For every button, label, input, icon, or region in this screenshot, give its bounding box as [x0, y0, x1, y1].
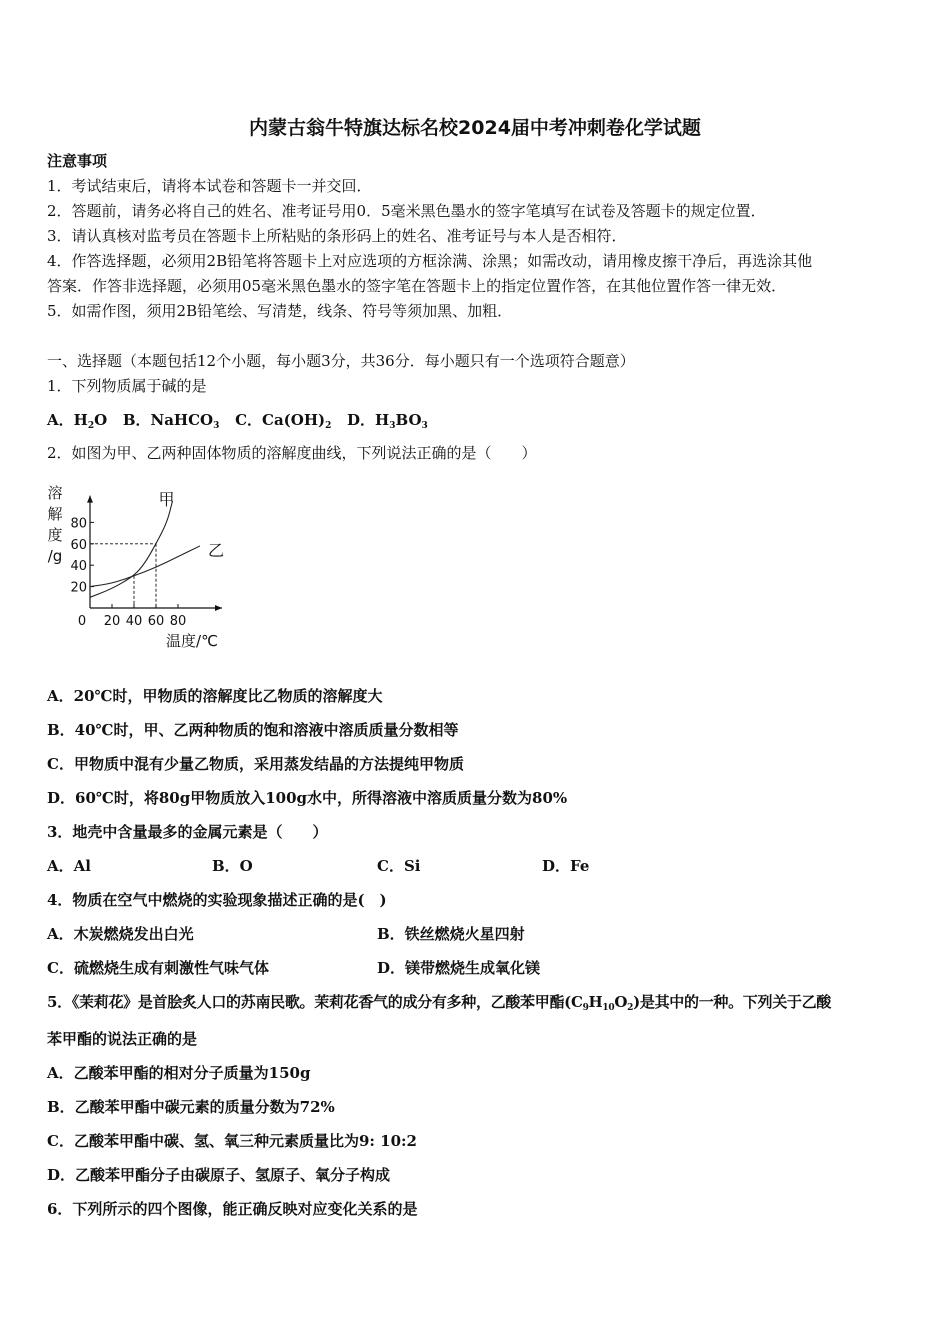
q1-stem: 1．下列物质属于碱的是 [47, 377, 207, 395]
q6-stem: 6．下列所示的四个图像，能正确反映对应变化关系的是 [47, 1200, 418, 1218]
q2-option-b: B．40℃时，甲、乙两种物质的饱和溶液中溶质质量分数相等 [47, 721, 459, 739]
q3-stem: 3．地壳中含量最多的金属元素是（ ） [47, 823, 328, 841]
y-axis-label: 溶 [47, 484, 63, 502]
notice-item-4: 4．作答选择题，必须用2B铅笔将答题卡上对应选项的方框涂满、涂黑；如需改动，请用橡皮擦干净后，再选涂其他 [47, 252, 813, 270]
origin-label: 0 [77, 614, 87, 629]
q2-option-d: D．60℃时，将80g甲物质放入100g水中，所得溶液中溶质质量分数为80% [47, 789, 568, 807]
chart-ticks [70, 516, 186, 629]
series-line-yi [90, 546, 200, 587]
q5-option-d: D．乙酸苯甲酯分子由碳原子、氢原子、氧分子构成 [47, 1166, 391, 1184]
solubility-chart [40, 478, 240, 648]
q5-option-a: A．乙酸苯甲酯的相对分子质量为150g [47, 1064, 311, 1082]
notice-item-5: 5．如需作图，须用2B铅笔绘、写清楚，线条、符号等须加黑、加粗． [47, 302, 513, 320]
y-axis-label: 度 [47, 526, 63, 544]
chart-series [90, 501, 200, 597]
series-label-jia: 甲 [158, 490, 175, 509]
q5-stem-cont: 苯甲酯的说法正确的是 [47, 1030, 198, 1048]
notice-item-3: 3．请认真核对监考员在答题卡上所粘贴的条形码上的姓名、准考证号与本人是否相符． [47, 227, 627, 245]
q2-option-c: C．甲物质中混有少量乙物质，采用蒸发结晶的方法提纯甲物质 [47, 755, 464, 773]
x-tick-label: 40 [125, 614, 143, 629]
x-tick-label: 20 [103, 614, 121, 629]
q4-option-b: B．铁丝燃烧火星四射 [377, 925, 525, 943]
x-axis-label: 温度/℃ [166, 632, 218, 648]
q2-stem: 2．如图为甲、乙两种固体物质的溶解度曲线，下列说法正确的是（ ） [47, 444, 537, 462]
q4-option-c: C．硫燃烧生成有刺激性气味气体 [47, 959, 269, 977]
series-label-yi: 乙 [208, 540, 225, 560]
notice-item-1: 1．考试结束后，请将本试卷和答题卡一并交回． [47, 177, 372, 195]
x-tick-label: 80 [169, 614, 187, 629]
q3-option-d: D．Fe [542, 857, 590, 875]
q1-options [47, 410, 428, 430]
q1-option-a: A．$H_2O$ [47, 411, 108, 431]
q4-option-a: A．木炭燃烧发出白光 [47, 925, 194, 943]
q1-option-b: B．NaHCO$_3$ [122, 411, 220, 431]
y-axis-arrow [87, 496, 93, 503]
q4-stem: 4．物质在空气中燃烧的实验现象描述正确的是( ) [47, 891, 387, 909]
q3-option-c: C．Si [377, 857, 421, 875]
y-axis-label: 解 [47, 505, 63, 523]
notice-heading: 注意事项 [47, 152, 108, 170]
y-axis-label: /g [47, 547, 63, 565]
page-title: 内蒙古翁牛特旗达标名校2024届中考冲刺卷化学试题 [249, 117, 701, 139]
q1-option-c: C．$Ca(OH)_2$ [235, 411, 332, 431]
series-line-jia [90, 501, 173, 597]
chart-guides [90, 544, 156, 608]
q2-option-a: A．20℃时，甲物质的溶解度比乙物质的溶解度大 [47, 687, 383, 705]
q5-option-b: B．乙酸苯甲酯中碳元素的质量分数为72% [47, 1098, 335, 1116]
x-axis-arrow [215, 605, 222, 611]
y-tick-label: 60 [70, 537, 87, 553]
chart-axes [87, 496, 225, 611]
q1-option-d: D．$H_3BO_3$ [347, 411, 428, 431]
notice-item-4-cont: 答案．作答非选择题，必须用05毫米黑色墨水的签字笔在答题卡上的指定位置作答，在其他位置作答一律无效． [47, 277, 787, 295]
q4-option-d: D．镁带燃烧生成氧化镁 [377, 959, 541, 977]
x-tick-label: 60 [147, 614, 165, 629]
q3-option-b: B．O [212, 857, 253, 875]
y-tick-label: 40 [70, 559, 87, 575]
notice-item-2: 2．答题前，请务必将自己的姓名、准考证号用0．5毫米黑色墨水的签字笔填写在试卷及答题卡的规定位置． [47, 202, 766, 220]
y-tick-label: 20 [70, 580, 87, 596]
section-heading: 一、选择题（本题包括12个小题，每小题3分，共36分．每小题只有一个选项符合题意） [47, 352, 635, 370]
y-tick-label: 80 [70, 516, 87, 532]
q5-stem: 5．《茉莉花》是首脍炙人口的苏南民歌。茉莉花香气的成分有多种，乙酸苯甲酯$(C_9H_{10}O_2)$是其中的一种。下列关于乙酸 [47, 993, 832, 1013]
q3-option-a: A．Al [47, 857, 91, 875]
q5-option-c: C．乙酸苯甲酯中碳、氢、氧三种元素质量比为9: 10:2 [47, 1132, 417, 1150]
